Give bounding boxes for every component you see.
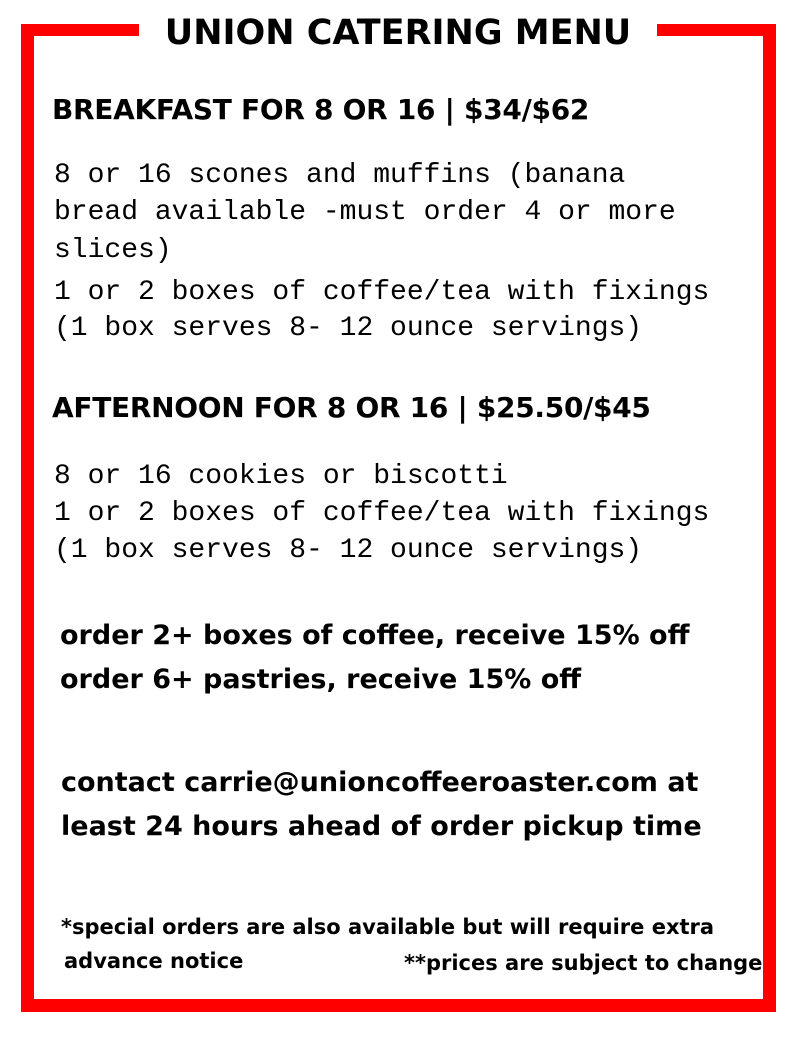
advance-notice-note: advance notice xyxy=(64,949,244,973)
contact-line: least 24 hours ahead of order pickup time xyxy=(61,811,702,842)
special-orders-note: *special orders are also available but will require extra xyxy=(61,915,715,939)
breakfast-line: 1 or 2 boxes of coffee/tea with fixings xyxy=(54,277,710,308)
contact-line: contact carrie@unioncoffeeroaster.com at xyxy=(61,767,699,798)
prices-note: **prices are subject to change xyxy=(404,951,763,975)
breakfast-heading: BREAKFAST FOR 8 OR 16 | $34/$62 xyxy=(52,93,590,126)
discount-pastries: order 6+ pastries, receive 15% off xyxy=(60,664,582,695)
afternoon-line: (1 box serves 8- 12 ounce servings) xyxy=(54,535,643,566)
discount-coffee: order 2+ boxes of coffee, receive 15% off xyxy=(60,620,690,651)
breakfast-line: slices) xyxy=(54,235,172,266)
afternoon-line: 8 or 16 cookies or biscotti xyxy=(54,461,508,492)
breakfast-line: bread available -must order 4 or more xyxy=(54,197,676,228)
page-title: UNION CATERING MENU xyxy=(139,6,657,60)
afternoon-line: 1 or 2 boxes of coffee/tea with fixings xyxy=(54,498,710,529)
afternoon-heading: AFTERNOON FOR 8 OR 16 | $25.50/$45 xyxy=(52,391,651,424)
breakfast-line: 8 or 16 scones and muffins (banana xyxy=(54,160,626,191)
breakfast-line: (1 box serves 8- 12 ounce servings) xyxy=(54,313,643,344)
